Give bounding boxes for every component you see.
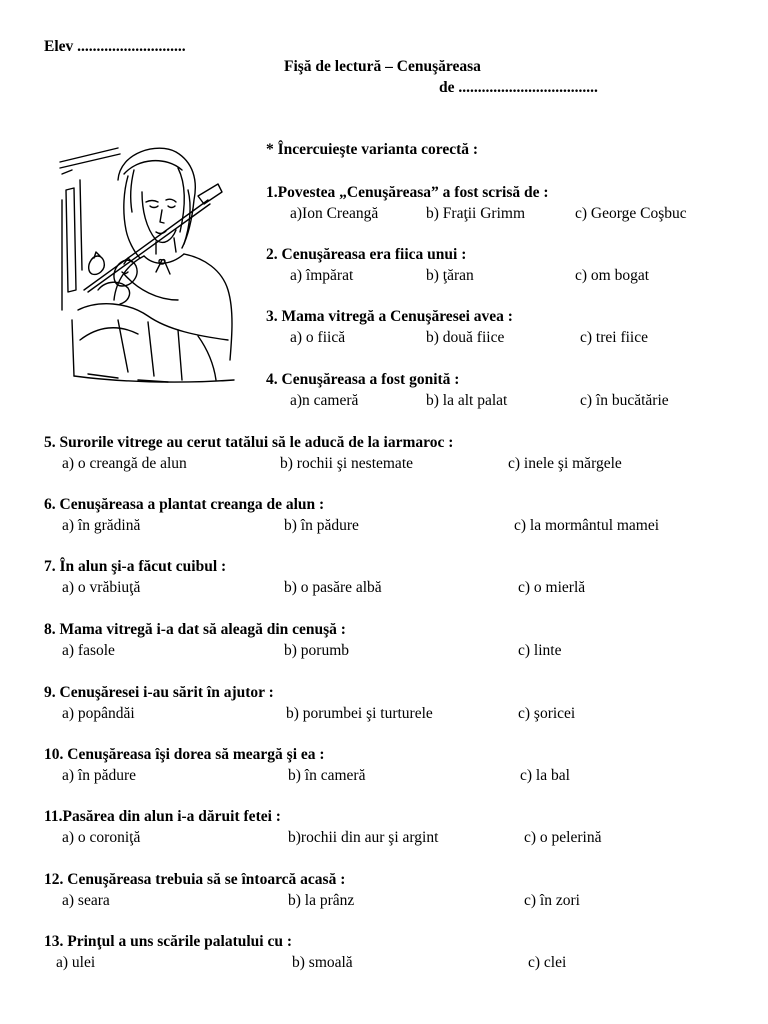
question-8-option-c[interactable]: c) linte bbox=[518, 642, 562, 659]
question-9-option-c[interactable]: c) şoricei bbox=[518, 705, 576, 722]
question-7: 7. În alun şi-a făcut cuibul : bbox=[44, 558, 227, 575]
student-name-line: Elev ............................ bbox=[44, 38, 186, 55]
question-6: 6. Cenuşăreasa a plantat creanga de alun : bbox=[44, 496, 325, 513]
question-2-option-b[interactable]: b) ţăran bbox=[426, 267, 474, 284]
question-1: 1.Povestea „Cenuşăreasa” a fost scrisă de : bbox=[266, 184, 549, 201]
question-9: 9. Cenuşăresei i-au sărit în ajutor : bbox=[44, 684, 274, 701]
instruction: * Încercuieşte varianta corectă : bbox=[266, 141, 479, 158]
question-11-option-a[interactable]: a) o coroniţă bbox=[62, 829, 141, 846]
question-8-option-b[interactable]: b) porumb bbox=[284, 642, 350, 659]
question-2-option-a[interactable]: a) împărat bbox=[290, 267, 354, 284]
question-4: 4. Cenuşăreasa a fost gonită : bbox=[266, 371, 460, 388]
question-2-option-c[interactable]: c) om bogat bbox=[575, 267, 650, 284]
question-1-option-c[interactable]: c) George Coşbuc bbox=[575, 205, 687, 222]
question-11-option-b[interactable]: b)rochii din aur şi argint bbox=[288, 829, 439, 846]
question-10-option-c[interactable]: c) la bal bbox=[520, 767, 570, 784]
question-11-option-c[interactable]: c) o pelerină bbox=[524, 829, 602, 846]
question-5: 5. Surorile vitrege au cerut tatălui să le aducă de la iarmaroc : bbox=[44, 434, 454, 451]
question-5-option-b[interactable]: b) rochii şi nestemate bbox=[280, 455, 413, 472]
question-6-option-c[interactable]: c) la mormântul mamei bbox=[514, 517, 660, 534]
question-7-option-a[interactable]: a) o vrăbiuţă bbox=[62, 579, 141, 596]
question-12-option-c[interactable]: c) în zori bbox=[524, 892, 580, 909]
question-10: 10. Cenuşăreasa îşi dorea să meargă şi ea : bbox=[44, 746, 325, 763]
question-2: 2. Cenuşăreasa era fiica unui : bbox=[266, 246, 467, 263]
question-6-option-a[interactable]: a) în grădină bbox=[62, 517, 141, 534]
question-10-option-a[interactable]: a) în pădure bbox=[62, 767, 137, 784]
question-12-option-a[interactable]: a) seara bbox=[62, 892, 110, 909]
question-1-option-a[interactable]: a)Ion Creangă bbox=[290, 205, 379, 222]
question-6-option-b[interactable]: b) în pădure bbox=[284, 517, 359, 534]
question-13-option-b[interactable]: b) smoală bbox=[292, 954, 353, 971]
author-line: de .................................... bbox=[439, 79, 598, 96]
page-title: Fişă de lectură – Cenuşăreasa bbox=[284, 58, 481, 75]
question-8: 8. Mama vitregă i-a dat să aleagă din cenuşă : bbox=[44, 621, 346, 638]
cinderella-illustration bbox=[58, 140, 248, 390]
question-7-option-b[interactable]: b) o pasăre albă bbox=[284, 579, 382, 596]
question-10-option-b[interactable]: b) în cameră bbox=[288, 767, 366, 784]
question-5-option-c[interactable]: c) inele şi mărgele bbox=[508, 455, 622, 472]
question-13-option-c[interactable]: c) clei bbox=[528, 954, 567, 971]
question-12: 12. Cenuşăreasa trebuia să se întoarcă acasă : bbox=[44, 871, 346, 888]
question-4-option-b[interactable]: b) la alt palat bbox=[426, 392, 508, 409]
question-9-option-b[interactable]: b) porumbei şi turturele bbox=[286, 705, 433, 722]
question-3-option-b[interactable]: b) două fiice bbox=[426, 329, 505, 346]
question-8-option-a[interactable]: a) fasole bbox=[62, 642, 115, 659]
question-7-option-c[interactable]: c) o mierlă bbox=[518, 579, 586, 596]
question-9-option-a[interactable]: a) popândăi bbox=[62, 705, 135, 722]
question-3: 3. Mama vitregă a Cenuşăresei avea : bbox=[266, 308, 513, 325]
question-11: 11.Pasărea din alun i-a dăruit fetei : bbox=[44, 808, 281, 825]
question-1-option-b[interactable]: b) Fraţii Grimm bbox=[426, 205, 526, 222]
question-3-option-c[interactable]: c) trei fiice bbox=[580, 329, 648, 346]
question-4-option-a[interactable]: a)n cameră bbox=[290, 392, 359, 409]
question-3-option-a[interactable]: a) o fiică bbox=[290, 329, 346, 346]
question-13-option-a[interactable]: a) ulei bbox=[56, 954, 96, 971]
question-12-option-b[interactable]: b) la prânz bbox=[288, 892, 355, 909]
question-5-option-a[interactable]: a) o creangă de alun bbox=[62, 455, 187, 472]
question-13: 13. Prinţul a uns scările palatului cu : bbox=[44, 933, 293, 950]
question-4-option-c[interactable]: c) în bucătărie bbox=[580, 392, 669, 409]
